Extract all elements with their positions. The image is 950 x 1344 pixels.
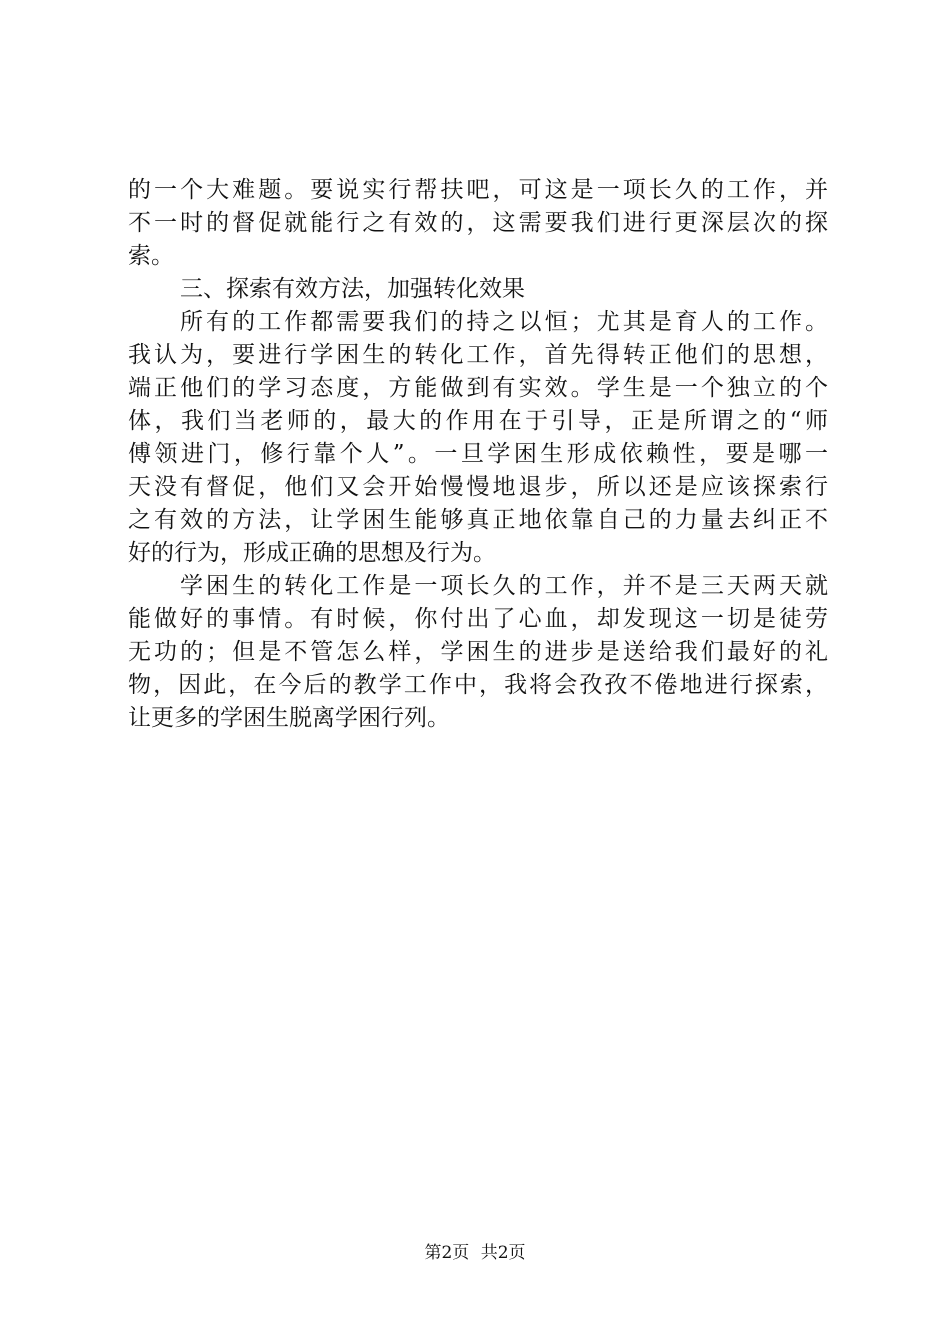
text-line: 索。 [128, 243, 174, 269]
text-line: 我认为，要进行学困生的转化工作，首先得转正他们的思想， [128, 342, 828, 368]
text-line: 好的行为，形成正确的思想及行为。 [128, 540, 496, 566]
text-line: 能做好的事情。有时候，你付出了心血，却发现这一切是徒劳 [128, 606, 828, 632]
text-line: 体，我们当老师的，最大的作用在于引导，正是所谓之的“师 [128, 408, 828, 434]
text-line: 之有效的方法，让学困生能够真正地依靠自己的力量去纠正不 [128, 507, 828, 533]
text-line: 不一时的督促就能行之有效的，这需要我们进行更深层次的探 [128, 210, 828, 236]
page-footer [0, 1241, 950, 1265]
text-line: 无功的；但是不管怎么样，学困生的进步是送给我们最好的礼 [128, 639, 828, 665]
text-line: 三、探索有效方法，加强转化效果 [180, 276, 525, 302]
page-total: 共2页 [480, 1243, 526, 1263]
text-line: 端正他们的学习态度，方能做到有实效。学生是一个独立的个 [128, 375, 828, 401]
page-number: 第2页 [424, 1243, 470, 1263]
text-line: 所有的工作都需要我们的持之以恒；尤其是育人的工作。 [180, 309, 828, 335]
text-line: 天没有督促，他们又会开始慢慢地退步，所以还是应该探索行 [128, 474, 828, 500]
text-line: 让更多的学困生脱离学困行列。 [128, 705, 450, 731]
text-line: 的一个大难题。要说实行帮扶吧，可这是一项长久的工作，并 [128, 177, 828, 203]
text-line: 傅领进门，修行靠个人”。一旦学困生形成依赖性，要是哪一 [128, 441, 828, 467]
text-line: 学困生的转化工作是一项长久的工作，并不是三天两天就 [180, 573, 828, 599]
document-body [128, 174, 828, 735]
text-line: 物，因此，在今后的教学工作中，我将会孜孜不倦地进行探索， [128, 672, 828, 698]
